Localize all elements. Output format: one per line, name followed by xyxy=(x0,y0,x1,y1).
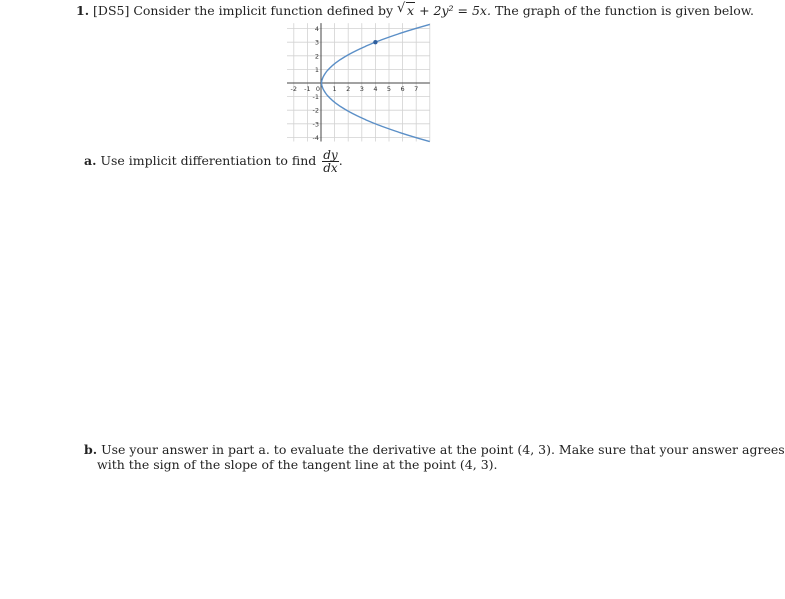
tick-label: 4 xyxy=(314,25,319,34)
tick-label: -1 xyxy=(312,93,319,102)
part-b-label: b. xyxy=(84,442,98,457)
equation-rest: + 2y² = 5x. xyxy=(419,3,491,18)
tick-label: 1 xyxy=(314,65,319,74)
problem-after-equation: The graph of the function is given below. xyxy=(494,3,755,18)
tick-label: -2 xyxy=(290,85,298,93)
tick-label: 2 xyxy=(314,52,319,61)
part-a-end: . xyxy=(338,153,343,168)
part-b xyxy=(84,442,785,457)
tick-label: 4 xyxy=(373,85,378,93)
tick-label: 0 xyxy=(315,85,321,93)
part-b-line2: with the sign of the slope of the tangent line at the point (4, 3). xyxy=(97,457,498,472)
problem-tag: [DS5] xyxy=(93,3,130,18)
part-a-label: a. xyxy=(84,153,97,168)
tick-label: 1 xyxy=(332,85,337,93)
tick-label: 2 xyxy=(346,85,351,93)
tick-label: 6 xyxy=(400,85,405,93)
graph-grid xyxy=(287,23,430,141)
tick-label: 3 xyxy=(314,38,319,47)
tick-label: 5 xyxy=(386,85,392,93)
sqrt-radicand: x xyxy=(407,3,415,18)
part-b-continued xyxy=(97,457,498,472)
part-a-text: Use implicit differentiation to find xyxy=(100,153,317,168)
part-a xyxy=(84,149,343,174)
tick-label: -4 xyxy=(312,133,319,142)
problem-number: 1. xyxy=(76,3,90,18)
problem-intro: Consider the implicit function defined by xyxy=(133,3,394,18)
tick-label: -3 xyxy=(312,120,319,129)
tick-label: -1 xyxy=(304,85,311,93)
frac-denominator: dx xyxy=(323,161,338,175)
tick-label: 7 xyxy=(414,85,419,93)
sqrt-term: √ x xyxy=(397,1,415,18)
part-b-line1: Use your answer in part a. to evaluate the derivative at the point (4, 3). Make sure that your answer agrees xyxy=(101,442,785,457)
frac-numerator: dy xyxy=(323,148,338,162)
dy-dx-fraction xyxy=(322,149,338,174)
point-4-3 xyxy=(373,40,377,44)
tick-label: -2 xyxy=(312,106,319,115)
tick-label: 3 xyxy=(359,85,364,93)
